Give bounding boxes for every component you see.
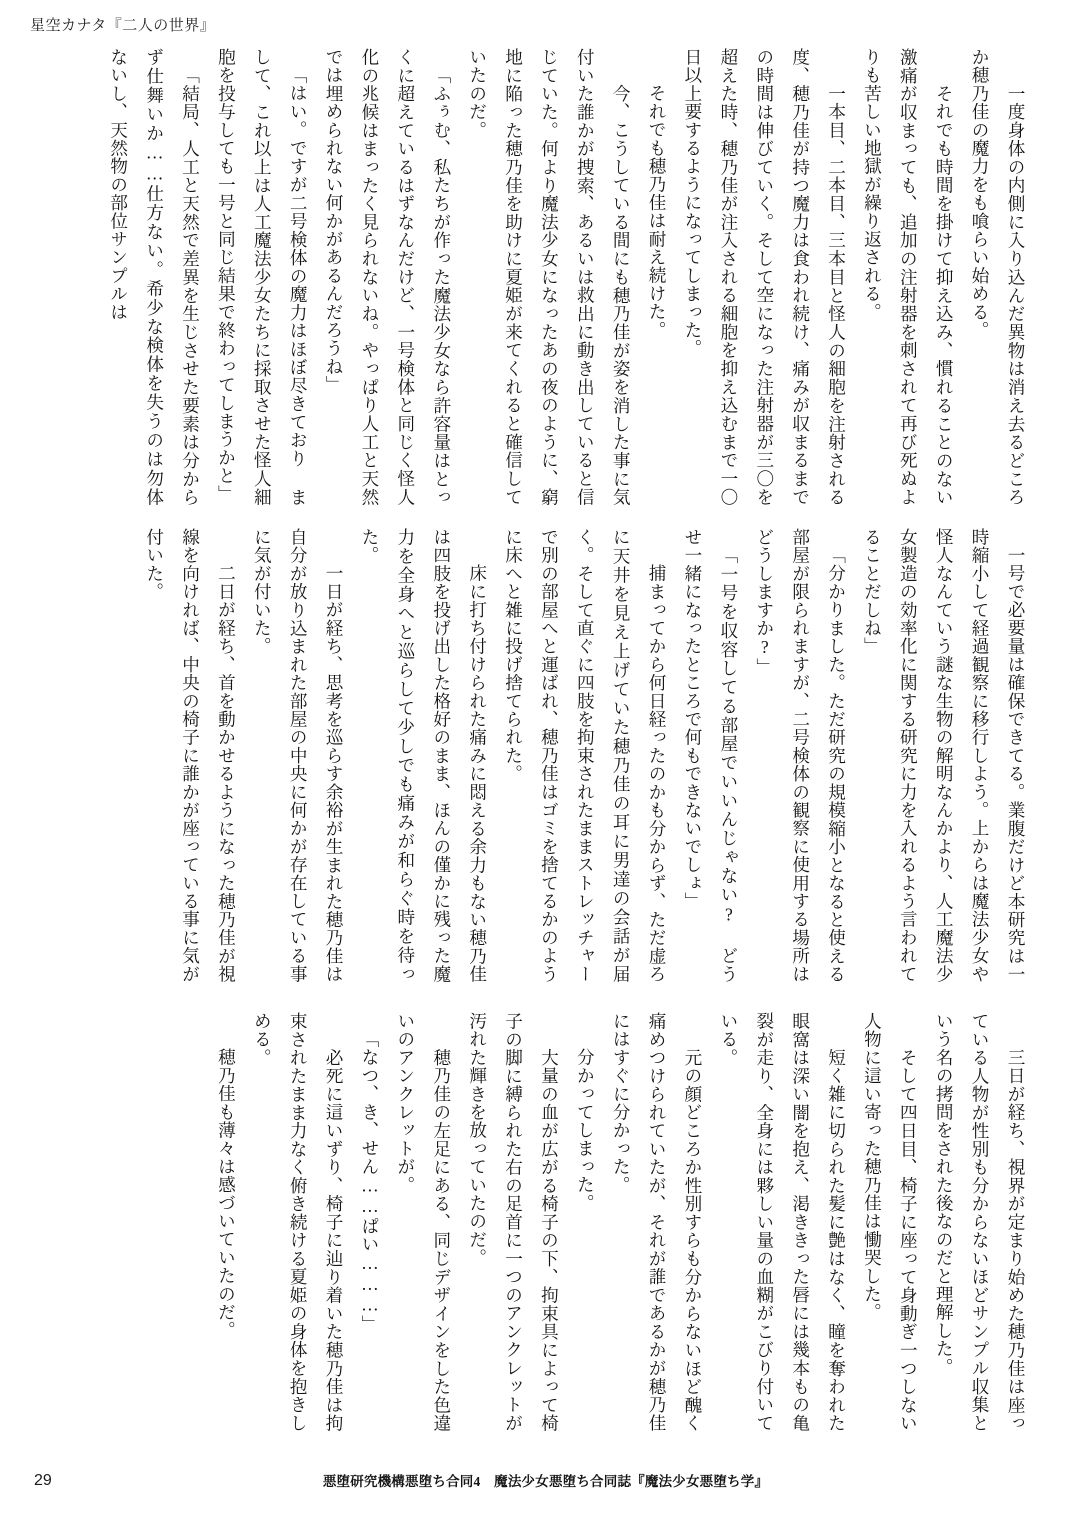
paragraph: 床に打ち付けられた痛みに悶える余力もない穂乃佳は四肢を投げ出した格好のまま、ほんの僅かに残った魔力を全身へと巡らして少しでも痛みが和らぐ時を待った。 (359, 528, 488, 983)
paragraph: 「結局、人工と天然で差異を生じさせた要素は分からず仕舞いか……仕方ない。希少な検体を失うのは勿体ないし、天然物の部位サンプルは (108, 48, 201, 506)
text-block-2 (98, 528, 1033, 983)
paragraph: 一度身体の内側に入り込んだ異物は消え去るどころか穂乃佳の魔力をも喰らい始める。 (970, 48, 1026, 506)
paragraph: 一日が経ち、思考を巡らす余裕が生まれた穂乃佳は自分が放り込まれた部屋の中央に何かが存在している事に気が付いた。 (252, 528, 345, 983)
paragraph: 穂乃佳も薄々は感づいていたのだ。 (216, 1029, 237, 1339)
paragraph: 今、こうしている間にも穂乃佳が姿を消した事に気付いた誰かが捜索、あるいは救出に動き出していると信じていた。何より魔法少女になったあの夜のように、窮地に陥った穂乃佳を助けに夏姫が来てくれると確信していたのだ。 (467, 48, 632, 506)
paragraph: 元の顔どころか性別すらも分からないほど醜く痛めつけられていたが、それが誰であるかが穂乃佳にはすぐに分かった。 (611, 1012, 703, 1432)
paragraph: 一号で必要量は確保できてる。業腹だけど本研究は一時縮小して経過観察に移行しよう。上からは魔法少女や怪人なんていう謎な生物の解明なんかより、人工魔法少女製造の効率化に関する研究に力を入れるよう言われてることだしね」 (862, 528, 1026, 983)
page-number: 29 (34, 1472, 52, 1489)
paragraph: 「分かりました。ただ研究の規模縮小となると使える部屋が限られますが、二号検体の観察に使用する場所はどうしますか?」 (754, 528, 847, 983)
paragraph: それでも時間を掛けて抑え込み、慣れることのない激痛が収まっても、追加の注射器を刺されて再び死ぬよりも苦しい地獄が繰り返される。 (862, 48, 955, 506)
paragraph: 「はい。ですが二号検体の魔力はほぼ尽きており まして、これ以上は人工魔法少女たちに採取させた怪人細胞を投与しても一号と同じ結果で終わってしまうかと」 (216, 48, 309, 506)
paragraph: それでも穂乃佳は耐え続けた。 (647, 65, 668, 339)
paragraph: 「なつ、き、せん……ぱい………」 (359, 1029, 380, 1333)
paragraph: 二日が経ち、首を動かせるようになった穂乃佳が視線を向ければ、中央の椅子に誰かが座っている事に気が付いた。 (144, 528, 237, 983)
paragraph: 分かってしまった。 (575, 1029, 596, 1212)
paragraph: 必死に這いずり、椅子に辿り着いた穂乃佳は拘束されたまま力なく俯き続ける夏姫の身体を抱きしめる。 (252, 1012, 345, 1432)
paragraph: 捕まってから何日経ったのかも分からず、ただ虚ろに天井を見え上げていた穂乃佳の耳に男達の会話が届く。そして直ぐに四肢を拘束されたままストレッチャーで別の部屋へと運ばれ、穂乃佳はゴミを捨てるかのように床へと雑に投げ捨てられた。 (503, 528, 668, 983)
paragraph: 短く雑に切られた髪に艶はなく、瞳を奪われた眼窩は深い闇を抱え、渇ききった唇には幾本もの亀裂が走り、全身には夥しい量の血糊がこびり付いている。 (718, 1012, 847, 1432)
paragraph: 一本目、二本目、三本目と怪人の細胞を注射される度、穂乃佳が持つ魔力は食われ続け、痛みが収まるまでの時間は伸びていく。そして空になった注射器が三〇を超えた時、穂乃佳が注入される細胞を抑え込むまで一〇日以上要するようになってしまった。 (682, 48, 847, 506)
paragraph: 「ふぅむ、私たちが作った魔法少女なら許容量はとっくに超えているはずなんだけど、一号検体と同じく怪人化の兆候はまったく見られないね。やっぱり人工と天然では埋められない何かがあるんだろうね」 (324, 48, 452, 506)
running-head: 星空カナタ『二人の世界』 (30, 18, 216, 34)
paragraph: そして四日目、椅子に座って身動ぎ一つしない人物に這い寄った穂乃佳は慟哭した。 (862, 1012, 919, 1432)
text-block-1 (98, 48, 1033, 506)
text-block-3 (98, 1012, 1033, 1432)
paragraph: 三日が経ち、視界が定まり始めた穂乃佳は座っている人物が性別も分からないほどサンプル収集という名の拷問をされた後なのだと理解した。 (934, 1012, 1026, 1432)
paragraph: 大量の血が広がる椅子の下、拘束具によって椅子の脚に縛られた右の足首に一つのアンクレットが汚れた輝きを放っていたのだ。 (467, 1012, 560, 1432)
paragraph: 穂乃佳の左足にある、同じデザインをした色違いのアンクレットが。 (395, 1012, 452, 1432)
paragraph: 「一号を収容してる部屋でいいんじゃない? どうせ一緒になったところで何もできないでしょ」 (682, 528, 739, 983)
page-footer (0, 1468, 1075, 1490)
footer-title: 悪堕研究機構悪堕ち合同4 魔法少女悪堕ち合同誌『魔法少女悪堕ち学』 (322, 1474, 769, 1489)
